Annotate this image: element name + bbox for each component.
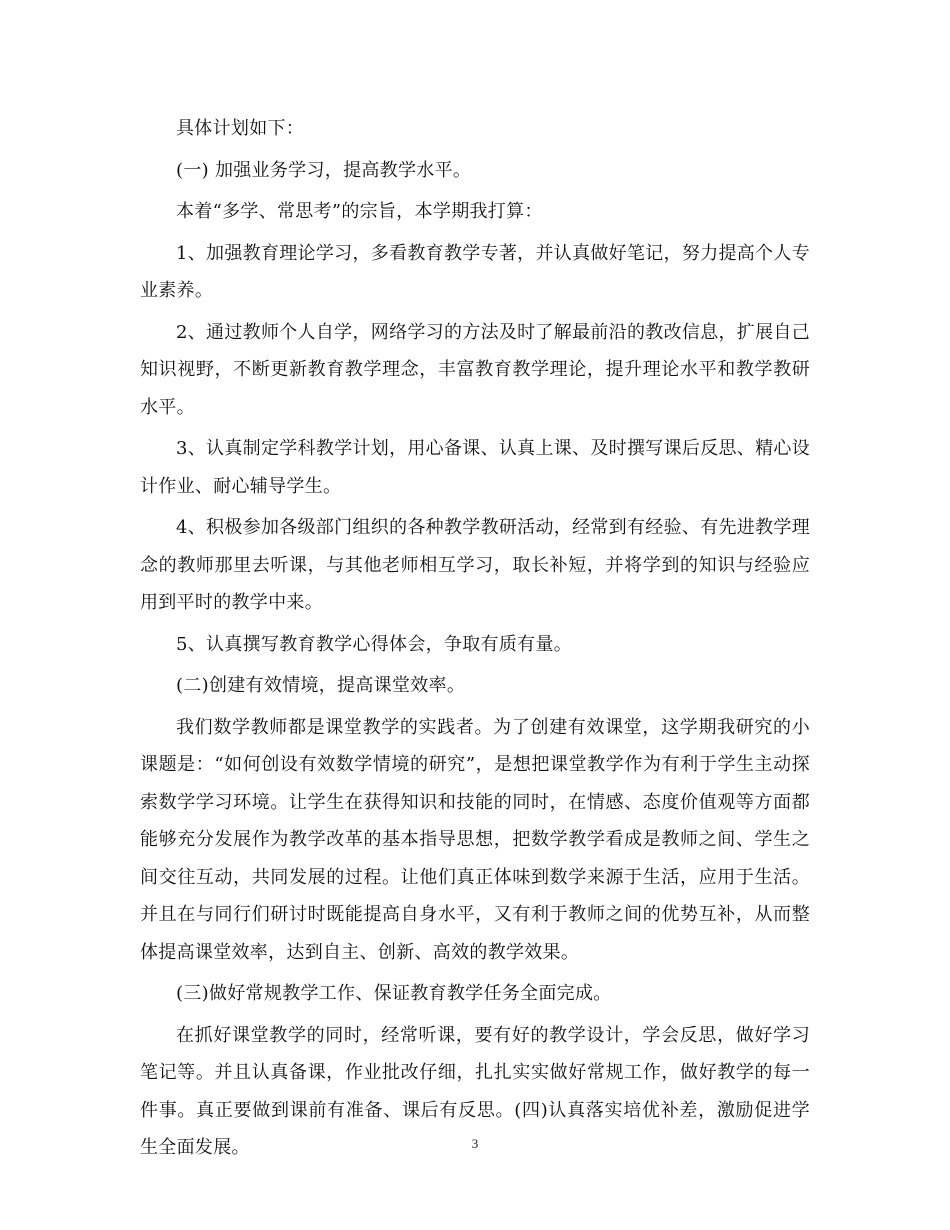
paragraph-item-4: 4、积极参加各级部门组织的各种教学教研活动，经常到有经验、有先进教学理念的教师那里去听课，与其他老师相互学习，取长补短，并将学到的知识与经验应用到平时的教学中来。	[140, 517, 810, 613]
paragraph-plan-intro: 具体计划如下：	[176, 118, 305, 139]
paragraph-item-1: 1、加强教育理论学习，多看教育教学专著，并认真做好笔记，努力提高个人专业素养。	[140, 242, 810, 301]
paragraph-item-2: 2、通过教师个人自学，网络学习的方法及时了解最前沿的教改信息，扩展自己知识视野，不断更新教育教学理念，丰富教育教学理论，提升理论水平和教学教研水平。	[140, 321, 810, 418]
paragraph-item-3: 3、认真制定学科教学计划，用心备课、认真上课、及时撰写课后反思、精心设计作业、耐心辅导学生。	[140, 438, 810, 497]
paragraph-section-1-heading: (一) 加强业务学习，提高教学水平。	[176, 159, 472, 181]
paragraph-section-2-heading: (二)创建有效情境，提高课堂效率。	[176, 675, 466, 696]
paragraph-section-1-intro: 本着“多学、常思考”的宗旨，本学期我打算：	[176, 201, 543, 222]
document-body	[140, 110, 810, 1171]
paragraph-section-3-body: 在抓好课堂教学的同时，经常听课，要有好的教学设计，学会反思，做好学习笔记等。并且认真备课，作业批改仔细，扎扎实实做好常规工作，做好教学的每一件事。真正要做到课前有准备、课后有反思。(四)认真落实培优补差，激励促进学生全面发展。	[140, 1024, 810, 1158]
paragraph-item-5: 5、认真撰写教育教学心得体会，争取有质有量。	[176, 633, 573, 655]
paragraph-section-3-heading: (三)做好常规教学工作、保证教育教学任务全面完成。	[176, 983, 612, 1004]
page-number: 3	[471, 1136, 479, 1151]
paragraph-section-2-body: 我们数学教师都是课堂教学的实践者。为了创建有效课堂，这学期我研究的小课题是：“如何创设有效数学情境的研究”，是想把课堂教学作为有利于学生主动探索数学学习环境。让学生在获得知识和技能的同时，在情感、态度价值观等方面都能够充分发展作为教学改革的基本指导思想，把数学教学看成是教师之间、学生之间交往互动，共同发展的过程。让他们真正体味到数学来源于生活，应用于生活。并且在与同行们研讨时既能提高自身水平，又有利于教师之间的优势互补，从而整体提高课堂效率，达到自主、创新、高效的教学效果。	[140, 716, 810, 963]
